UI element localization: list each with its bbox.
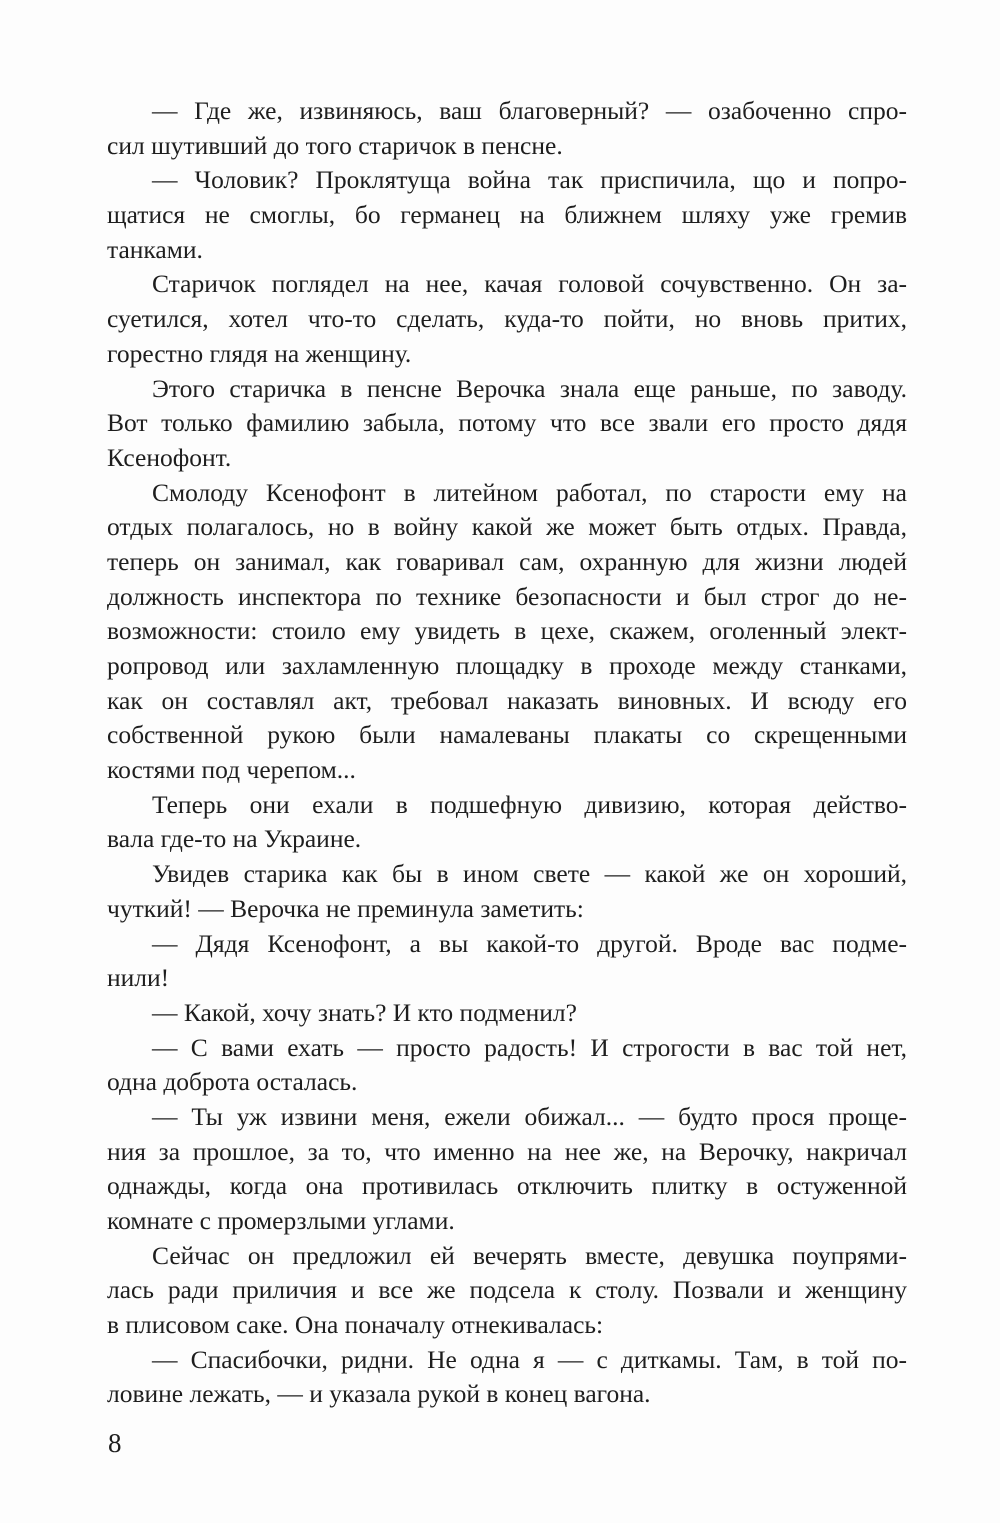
text-line: щатися не смоглы, бо германец на ближнем шляху уже гремив [107,200,907,230]
text-line: собственной рукою были намалеваны плакаты со скрещенными [107,720,907,750]
paragraph [107,996,907,1031]
text-line: — Где же, извиняюсь, ваш благоверный? — озабоченно спро- [152,96,907,125]
paragraph [107,1100,907,1239]
paragraph [107,927,907,996]
page-number: 8 [108,1428,122,1458]
paragraph [107,94,907,163]
text-line: — Спасибочки, ридни. Не одна я — с диткамы. Там, в той по- [152,1344,907,1374]
text-line: вала где-то на Украине. [107,824,362,854]
paragraph [107,476,907,788]
text-line: ния за прошлое, за то, что именно на нее же, на Верочку, накричал [107,1136,907,1166]
text-line: — С вами ехать — просто радость! И строгости в вас той нет, [152,1032,907,1062]
text-line: одна доброта осталась. [107,1067,358,1097]
text-line: танками. [107,234,203,264]
text-line: Увидев старика как бы в ином свете — какой же он хороший, [152,859,907,889]
text-line: — Какой, хочу знать? И кто подменил? [152,997,577,1027]
page-body-text [107,94,907,1412]
paragraph [107,163,907,267]
text-line: ропровод или захламленную площадку в проходе между станками, [107,651,907,680]
paragraph [107,788,907,857]
text-line: горестно глядя на женщину. [107,338,412,368]
text-line: Смолоду Ксенофонт в литейном работал, по старости ему на [152,477,907,507]
text-line: сил шутивший до того старичок в пенсне. [107,130,563,160]
paragraph [107,1239,907,1343]
text-line: нили! [107,963,170,993]
text-line: суетился, хотел что-то сделать, куда-то пойти, но вновь притих, [107,304,907,334]
text-line: Старичок поглядел на нее, качая головой сочувственно. Он за- [152,269,907,299]
text-line: как он составлял акт, требовал наказать виновных. И всюду его [107,685,907,715]
paragraph [107,372,907,476]
text-line: теперь он занимал, как говаривал сам, охранную для жизни людей [107,546,907,576]
text-line: — Ты уж извини меня, ежели обижал... — будто прося проще- [152,1101,907,1131]
text-line: однажды, когда она противилась отключить плитку в остуженной [107,1171,907,1201]
text-line: Ксенофонт. [107,442,232,472]
text-line: отдых полагалось, но в войну какой же может быть отдых. Правда, [107,512,907,542]
paragraph [107,1031,907,1100]
text-line: чуткий! — Верочка не преминула заметить: [107,893,584,923]
text-line: костями под черепом... [107,755,356,785]
text-line: — Чоловик? Проклятуща война так приспичила, що и попро- [152,165,907,195]
text-line: в плисовом саке. Она поначалу отнекивалась: [107,1310,604,1340]
text-line: Сейчас он предложил ей вечерять вместе, девушка поупрями- [152,1240,907,1270]
text-line: ловине лежать, — и указала рукой в конец вагона. [107,1379,651,1409]
paragraph [107,267,907,371]
text-line: — Дядя Ксенофонт, а вы какой-то другой. Вроде вас подме- [152,928,907,958]
paragraph [107,857,907,926]
text-line: лась ради приличия и все же подсела к столу. Позвали и женщину [107,1275,907,1305]
text-line: должность инспектора по технике безопасности и был строг до не- [107,581,907,611]
text-line: Вот только фамилию забыла, потому что все звали его просто дядя [107,408,907,438]
text-line: Теперь они ехали в подшефную дивизию, которая действо- [152,789,907,819]
text-line: возможности: стоило ему увидеть в цехе, скажем, оголенный элект- [107,616,907,646]
text-line: Этого старичка в пенсне Верочка знала еще раньше, по заводу. [152,373,907,403]
paragraph [107,1343,907,1412]
text-line: комнате с промерзлыми углами. [107,1206,455,1235]
